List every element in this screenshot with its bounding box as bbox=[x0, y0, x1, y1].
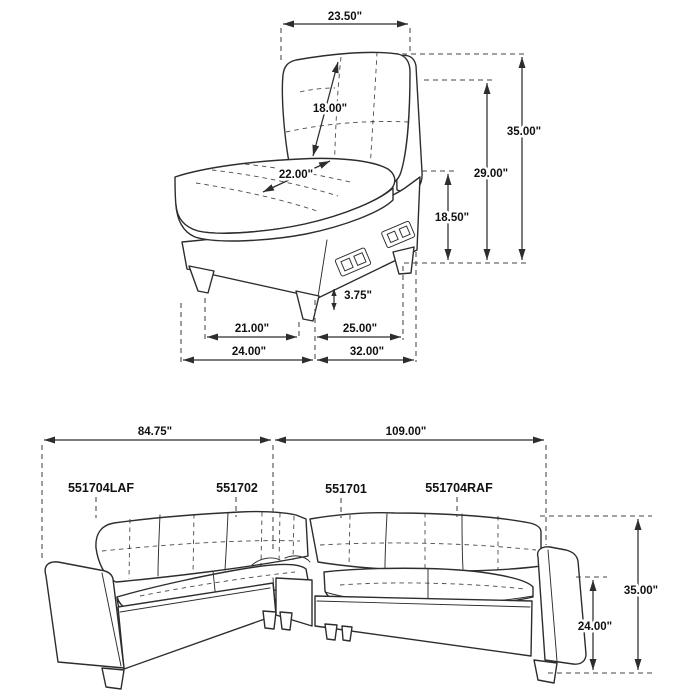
dim-label: 18.00" bbox=[312, 103, 348, 115]
dim-label: 24.00" bbox=[577, 621, 613, 633]
sectional-leg bbox=[325, 624, 337, 640]
dim-label: 22.00" bbox=[278, 169, 314, 181]
dim-chair-leg-height bbox=[334, 289, 372, 310]
dim-label: 18.50" bbox=[434, 212, 470, 224]
part-number: 551704LAF bbox=[67, 481, 135, 495]
dim-label: 23.50" bbox=[327, 11, 363, 23]
part-number: 551701 bbox=[325, 482, 367, 496]
sectional-left-arm bbox=[45, 562, 124, 668]
armless-chair-figure bbox=[175, 11, 541, 362]
dim-label: 24.00" bbox=[231, 346, 267, 358]
dim-label: 29.00" bbox=[473, 168, 509, 180]
dim-chair-overall-height bbox=[402, 54, 541, 263]
chair-leg bbox=[296, 291, 319, 321]
sectional-right-arm bbox=[538, 547, 586, 664]
dim-label: 21.00" bbox=[234, 323, 270, 335]
dim-label: 32.00" bbox=[349, 346, 385, 358]
sectional-leg bbox=[342, 626, 352, 641]
part-label-raf bbox=[425, 481, 493, 517]
dim-label: 25.00" bbox=[342, 323, 378, 335]
dim-label: 84.75" bbox=[137, 426, 173, 438]
chair-leg bbox=[189, 266, 214, 293]
sectional-sofa-figure bbox=[42, 426, 658, 689]
dim-label: 3.75" bbox=[344, 290, 372, 302]
sectional-leg bbox=[534, 660, 557, 683]
sectional-leg bbox=[102, 668, 124, 689]
part-number: 551702 bbox=[216, 481, 258, 495]
dim-chair-seat-height bbox=[422, 171, 469, 260]
part-number: 551704RAF bbox=[425, 481, 493, 495]
dim-label: 35.00" bbox=[506, 126, 542, 138]
dim-label: 109.00" bbox=[385, 426, 427, 438]
sectional-leg bbox=[280, 612, 292, 630]
dim-chair-back-height bbox=[424, 80, 508, 260]
sectional-leg bbox=[263, 611, 276, 629]
sectional-right-back bbox=[310, 513, 541, 571]
part-label-laf bbox=[68, 481, 134, 518]
dim-label: 35.00" bbox=[623, 585, 659, 597]
